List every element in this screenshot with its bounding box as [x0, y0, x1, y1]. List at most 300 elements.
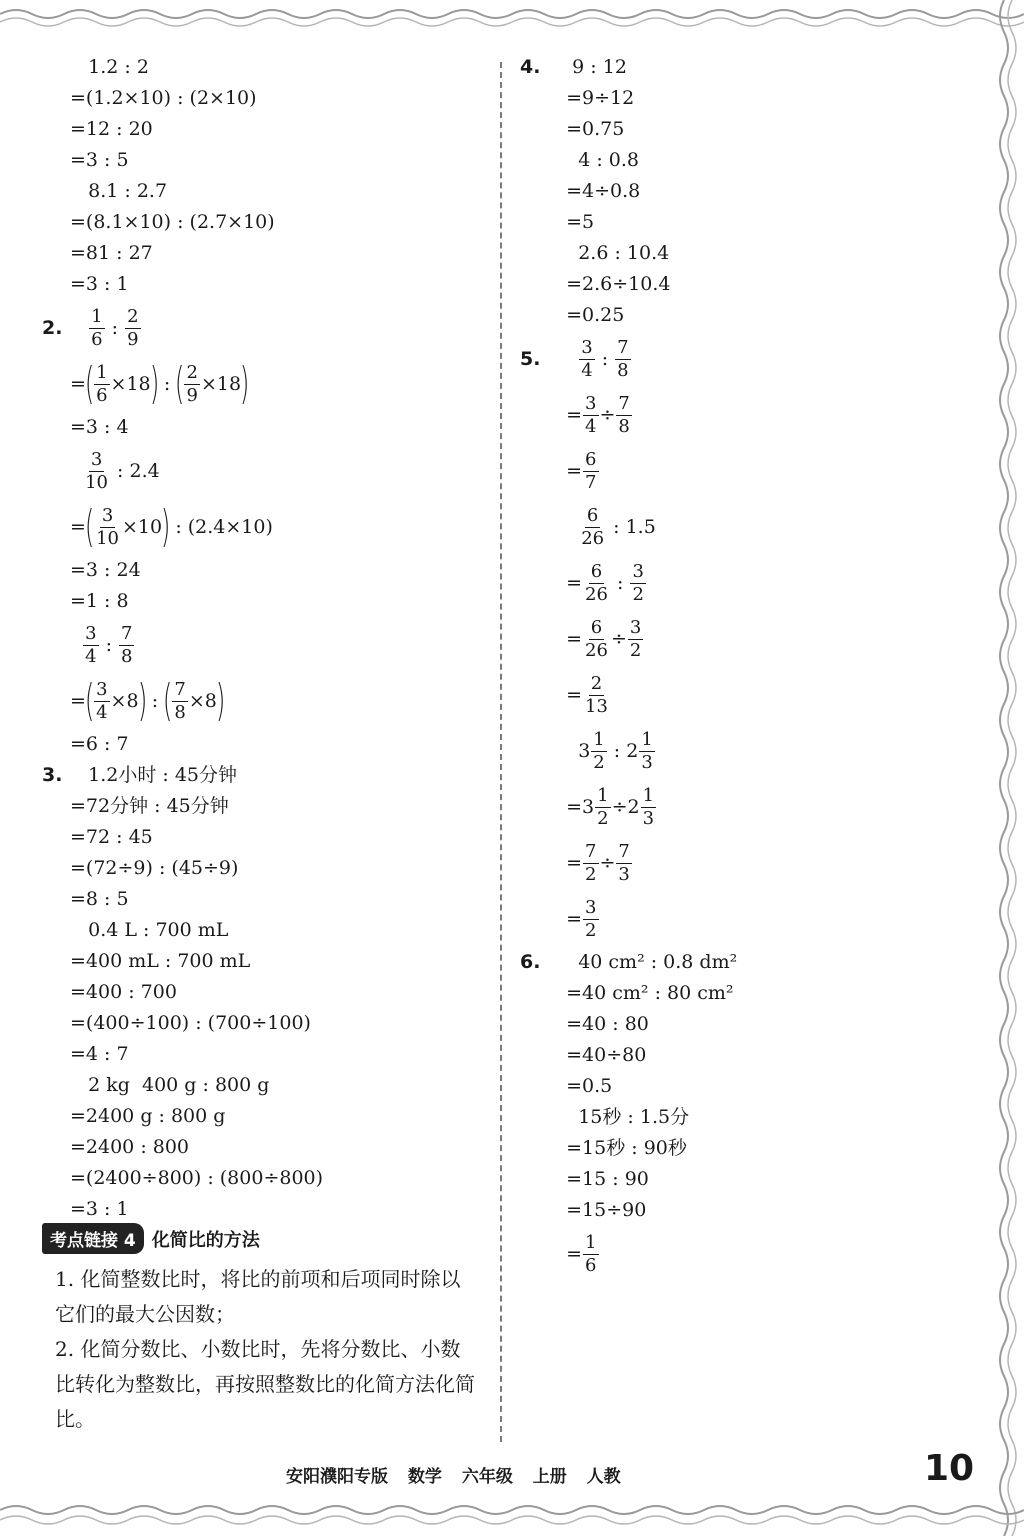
- math-expression: [520, 306, 624, 325]
- fraction: [579, 338, 594, 381]
- math-text: =(72÷9) : (45÷9): [70, 857, 239, 879]
- math-text: : 1.5: [607, 515, 656, 538]
- fraction-numerator: 1: [96, 361, 108, 383]
- fraction-numerator: 3: [85, 622, 97, 644]
- math-expression: [520, 89, 634, 108]
- math-text: =2400 : 800: [70, 1136, 190, 1158]
- math-expression: [520, 674, 611, 717]
- fraction-numerator: 6: [586, 504, 599, 526]
- fraction: [630, 562, 645, 605]
- math-text: :: [145, 689, 165, 712]
- math-expression: [520, 562, 647, 605]
- math-text: =400 mL : 700 mL: [70, 950, 251, 972]
- math-line: [520, 891, 960, 947]
- math-expression: [520, 842, 633, 885]
- fraction-numerator: 7: [174, 678, 186, 700]
- math-text: [548, 350, 578, 369]
- fraction-numerator: 2: [590, 672, 603, 694]
- fraction: [583, 898, 598, 941]
- fraction-numerator: 6: [590, 560, 603, 582]
- math-line: [42, 1163, 482, 1194]
- fraction-denominator: 6: [91, 328, 103, 350]
- fraction-denominator: 26: [581, 527, 605, 549]
- left-column: [42, 52, 482, 1225]
- math-expression: [520, 506, 656, 549]
- math-line: [42, 586, 482, 617]
- math-expression: [520, 1046, 646, 1065]
- fraction: [641, 786, 656, 829]
- math-expression: [42, 89, 257, 108]
- large-parenthesis: ): [149, 358, 159, 409]
- math-text: 2.6 : 10.4: [548, 242, 670, 264]
- math-line: [42, 1101, 482, 1132]
- math-expression: [42, 182, 167, 201]
- math-text: =: [548, 571, 583, 594]
- fraction: [83, 624, 98, 667]
- math-expression: [520, 730, 656, 773]
- fraction: [615, 338, 630, 381]
- math-text: =: [548, 907, 583, 930]
- problem-number: 3.: [42, 764, 63, 786]
- fraction-denominator: 8: [618, 415, 630, 437]
- math-text: =8 : 5: [70, 888, 129, 910]
- math-line: [520, 1164, 960, 1195]
- math-expression: [42, 151, 129, 170]
- fraction: [125, 307, 140, 350]
- math-text: 1.2 : 2: [70, 56, 149, 78]
- fraction-numerator: 1: [585, 1231, 597, 1253]
- math-expression: [42, 983, 177, 1002]
- math-expression: [42, 735, 129, 754]
- fraction-denominator: 2: [629, 639, 642, 661]
- math-expression: [520, 450, 600, 493]
- math-expression: [520, 213, 594, 232]
- fraction-numerator: 1: [642, 784, 655, 806]
- math-text: [548, 518, 578, 537]
- fraction-denominator: 26: [585, 639, 608, 661]
- math-text: 4 : 0.8: [548, 149, 639, 171]
- math-text: =3 : 5: [70, 149, 129, 171]
- fraction-denominator: 8: [174, 701, 186, 723]
- fraction-denominator: 8: [617, 359, 629, 381]
- math-expression: [42, 766, 237, 785]
- math-line: [42, 238, 482, 269]
- math-line: [520, 387, 960, 443]
- math-expression: [520, 1015, 649, 1034]
- math-expression: [42, 120, 153, 139]
- math-line: [42, 1194, 482, 1225]
- math-line: [520, 667, 960, 723]
- math-line: [42, 269, 482, 300]
- fraction-numerator: 3: [585, 392, 597, 414]
- math-text: =12 : 20: [70, 118, 153, 140]
- math-expression: [42, 275, 129, 294]
- fraction-denominator: 10: [85, 471, 108, 493]
- math-line: [42, 207, 482, 238]
- fraction-denominator: 3: [642, 807, 655, 829]
- math-text: =3 : 1: [70, 1198, 129, 1220]
- fraction-denominator: 3: [641, 751, 653, 773]
- fraction-denominator: 2: [632, 583, 644, 605]
- math-line: [42, 915, 482, 946]
- math-text: ×10: [122, 515, 163, 538]
- math-line: [42, 145, 482, 176]
- large-parenthesis: (: [84, 501, 95, 552]
- math-line: [520, 1133, 960, 1164]
- math-text: :: [105, 316, 125, 339]
- math-expression: [42, 561, 141, 580]
- fraction-denominator: 6: [96, 384, 108, 406]
- fraction-numerator: 6: [585, 448, 597, 470]
- math-line: [520, 238, 960, 269]
- problem-number: 4.: [520, 56, 541, 78]
- math-line: [520, 1226, 960, 1282]
- math-line: [520, 555, 960, 611]
- fraction-numerator: 7: [617, 336, 629, 358]
- math-expression: [520, 275, 670, 294]
- math-expression: [42, 624, 135, 667]
- math-text: =81 : 27: [70, 242, 153, 264]
- math-line: [520, 145, 960, 176]
- math-line: [42, 760, 482, 791]
- fraction: [595, 786, 610, 829]
- math-text: =: [548, 851, 583, 874]
- math-expression: [42, 418, 129, 437]
- math-expression: [42, 1200, 129, 1219]
- fraction-numerator: 7: [618, 840, 630, 862]
- large-parenthesis: ): [160, 501, 171, 552]
- math-text: [70, 462, 82, 481]
- math-line: [42, 853, 482, 884]
- math-line: [520, 114, 960, 145]
- math-line: [42, 499, 482, 555]
- wavy-border-top: [0, 0, 1024, 40]
- math-expression: [42, 1138, 189, 1157]
- math-line: [42, 729, 482, 760]
- fraction: [94, 363, 109, 406]
- math-text: 8.1 : 2.7: [70, 180, 168, 202]
- math-text: 2 kg 400 g : 800 g: [70, 1074, 270, 1096]
- math-expression: [42, 859, 238, 878]
- math-line: [42, 412, 482, 443]
- math-expression: [520, 120, 624, 139]
- math-line: [520, 1071, 960, 1102]
- fraction-numerator: 1: [597, 784, 609, 806]
- math-line: [42, 822, 482, 853]
- fraction-denominator: 9: [186, 384, 198, 406]
- math-text: =2.6÷10.4: [548, 273, 671, 295]
- math-expression: [42, 675, 226, 726]
- math-line: [42, 555, 482, 586]
- math-expression: [520, 1170, 649, 1189]
- math-line: [520, 269, 960, 300]
- fraction: [583, 674, 610, 717]
- math-expression: [42, 952, 250, 971]
- fraction-numerator: 2: [127, 305, 139, 327]
- fraction: [89, 307, 104, 350]
- fraction: [119, 624, 134, 667]
- fraction-denominator: 9: [127, 328, 139, 350]
- math-expression: [520, 1201, 646, 1220]
- math-line: [520, 1102, 960, 1133]
- math-line: [42, 356, 482, 412]
- math-text: =: [70, 372, 86, 395]
- fraction-denominator: 4: [96, 701, 108, 723]
- fraction-numerator: 1: [91, 305, 103, 327]
- fraction: [583, 450, 598, 493]
- math-expression: [520, 394, 633, 437]
- math-expression: [42, 592, 129, 611]
- math-line: [520, 1040, 960, 1071]
- fraction-numerator: 3: [101, 504, 114, 526]
- fraction-numerator: 3: [585, 896, 597, 918]
- wavy-border-right: [984, 0, 1024, 1536]
- math-line: [520, 1009, 960, 1040]
- fraction: [583, 394, 598, 437]
- math-expression: [520, 786, 657, 829]
- math-text: 0.4 L : 700 mL: [70, 919, 229, 941]
- footer-book-info: 安阳濮阳专版 数学 六年级 上册 人教: [286, 1467, 621, 1487]
- math-line: [42, 946, 482, 977]
- fraction-denominator: 3: [618, 863, 630, 885]
- math-text: =(1.2×10) : (2×10): [70, 87, 257, 109]
- fraction-numerator: 3: [632, 560, 644, 582]
- math-text: =: [548, 1242, 583, 1265]
- fraction-numerator: 7: [585, 840, 597, 862]
- math-expression: [520, 898, 600, 941]
- math-text: ÷: [599, 403, 616, 426]
- problem-number: 5.: [520, 347, 541, 370]
- math-text: :: [610, 571, 630, 594]
- math-line: [520, 300, 960, 331]
- math-expression: [520, 1108, 689, 1127]
- fraction-denominator: 6: [585, 1254, 597, 1276]
- math-text: =4 : 7: [70, 1043, 129, 1065]
- math-text: =40 cm² : 80 cm²: [548, 982, 734, 1004]
- math-text: =15 : 90: [548, 1168, 649, 1190]
- fraction-denominator: 10: [96, 527, 119, 549]
- math-text: :: [157, 372, 177, 395]
- math-text: : (2.4×10): [169, 515, 273, 538]
- math-text: =(8.1×10) : (2.7×10): [70, 211, 275, 233]
- fraction-numerator: 3: [629, 616, 642, 638]
- math-expression: [42, 501, 273, 552]
- kaodian-title: 化简比的方法: [151, 1229, 260, 1251]
- fraction: [184, 363, 199, 406]
- fraction-denominator: 4: [85, 645, 97, 667]
- kaodian-text: [55, 1262, 475, 1437]
- math-text: =4÷0.8: [548, 180, 641, 202]
- fraction-denominator: 2: [585, 863, 597, 885]
- fraction-denominator: 8: [121, 645, 133, 667]
- math-text: 3: [548, 739, 591, 762]
- kaodian-header: [42, 1223, 260, 1254]
- math-text: ×18: [110, 372, 151, 395]
- math-expression: [42, 890, 129, 909]
- math-text: =: [548, 627, 583, 650]
- fraction: [628, 618, 643, 661]
- math-text: =2400 g : 800 g: [70, 1105, 226, 1127]
- math-expression: [42, 1076, 269, 1095]
- math-text: 1.2小时 : 45分钟: [70, 764, 237, 786]
- fraction-denominator: 2: [593, 751, 605, 773]
- math-text: =5: [548, 211, 595, 233]
- math-text: =15秒 : 90秒: [548, 1137, 687, 1159]
- fraction: [172, 680, 187, 723]
- math-expression: [42, 1045, 129, 1064]
- fraction: [639, 730, 654, 773]
- math-line: [42, 300, 482, 356]
- math-text: [70, 319, 88, 338]
- math-line: [520, 779, 960, 835]
- page-number: 10: [924, 1448, 975, 1489]
- math-text: =0.25: [548, 304, 625, 326]
- kaodian-line-1: 1. 化简整数比时，将比的前项和后项同时除以它们的最大公因数；: [55, 1267, 461, 1326]
- math-line: [520, 176, 960, 207]
- math-text: [70, 636, 82, 655]
- math-line: [520, 499, 960, 555]
- fraction: [616, 842, 631, 885]
- math-expression: [42, 797, 229, 816]
- fraction-denominator: 2: [585, 919, 597, 941]
- math-text: 40 cm² : 0.8 dm²: [548, 951, 738, 973]
- math-line: [42, 884, 482, 915]
- math-line: [42, 52, 482, 83]
- math-line: [520, 611, 960, 667]
- math-text: :: [99, 633, 119, 656]
- math-text: =40 : 80: [548, 1013, 649, 1035]
- math-expression: [520, 984, 734, 1003]
- math-expression: [520, 182, 640, 201]
- math-text: =3: [548, 795, 595, 818]
- math-text: =3 : 1: [70, 273, 129, 295]
- column-divider: [500, 62, 502, 1442]
- math-expression: [520, 953, 737, 972]
- math-text: =(2400÷800) : (800÷800): [70, 1167, 324, 1189]
- fraction-numerator: 7: [121, 622, 133, 644]
- math-line: [42, 114, 482, 145]
- math-expression: [520, 618, 644, 661]
- wavy-border-bottom: [0, 1488, 1024, 1536]
- math-text: =0.75: [548, 118, 625, 140]
- math-text: 15秒 : 1.5分: [548, 1106, 690, 1128]
- fraction-denominator: 13: [585, 695, 608, 717]
- math-text: ×18: [200, 372, 242, 395]
- math-expression: [42, 213, 275, 232]
- math-line: [520, 723, 960, 779]
- math-expression: [42, 828, 153, 847]
- math-line: [520, 331, 960, 387]
- large-parenthesis: (: [175, 358, 185, 409]
- math-text: : 2.4: [111, 459, 160, 482]
- math-line: [42, 977, 482, 1008]
- math-text: =400 : 700: [70, 981, 177, 1003]
- math-expression: [42, 1107, 225, 1126]
- math-text: =(400÷100) : (700÷100): [70, 1012, 311, 1034]
- math-text: =: [70, 515, 86, 538]
- math-text: =1 : 8: [70, 590, 129, 612]
- math-text: ×8: [110, 689, 139, 712]
- math-text: =72 : 45: [70, 826, 153, 848]
- fraction-numerator: 7: [618, 392, 630, 414]
- math-text: =40÷80: [548, 1044, 647, 1066]
- fraction: [583, 842, 598, 885]
- math-line: [42, 176, 482, 207]
- fraction: [591, 730, 606, 773]
- fraction: [616, 394, 631, 437]
- math-text: =0.5: [548, 1075, 613, 1097]
- kaodian-line-2: 2. 化简分数比、小数比时，先将分数比、小数比转化为整数比，再按照整数比的化简方法化简比。: [55, 1337, 475, 1431]
- math-line: [42, 443, 482, 499]
- math-text: ×8: [188, 689, 217, 712]
- math-expression: [520, 1077, 612, 1096]
- fraction: [583, 562, 610, 605]
- math-line: [42, 83, 482, 114]
- large-parenthesis: ): [239, 358, 250, 409]
- math-text: =15÷90: [548, 1199, 647, 1221]
- fraction-denominator: 7: [585, 471, 597, 493]
- math-text: ÷: [610, 627, 627, 650]
- math-text: =: [548, 683, 583, 706]
- fraction-numerator: 6: [590, 616, 603, 638]
- math-text: :: [595, 347, 615, 370]
- fraction: [583, 618, 610, 661]
- math-expression: [42, 1014, 311, 1033]
- math-text: =9÷12: [548, 87, 635, 109]
- large-parenthesis: (: [84, 675, 95, 726]
- math-line: [520, 83, 960, 114]
- math-expression: [42, 1169, 323, 1188]
- fraction-numerator: 3: [90, 448, 103, 470]
- math-line: [520, 52, 960, 83]
- math-line: [520, 947, 960, 978]
- math-line: [42, 1039, 482, 1070]
- math-text: =: [548, 403, 583, 426]
- math-line: [42, 617, 482, 673]
- math-expression: [42, 358, 250, 409]
- math-expression: [42, 244, 153, 263]
- math-line: [42, 673, 482, 729]
- math-expression: [42, 58, 149, 77]
- fraction-numerator: 3: [581, 336, 593, 358]
- math-text: ÷: [599, 851, 616, 874]
- math-line: [42, 1008, 482, 1039]
- right-column: [520, 52, 960, 1282]
- large-parenthesis: (: [163, 675, 173, 726]
- fraction-denominator: 26: [585, 583, 608, 605]
- fraction: [583, 1233, 598, 1276]
- large-parenthesis: ): [215, 675, 226, 726]
- math-text: =72分钟 : 45分钟: [70, 795, 229, 817]
- math-text: =: [70, 689, 86, 712]
- math-expression: [520, 244, 669, 263]
- math-expression: [520, 1139, 687, 1158]
- problem-number: 2.: [42, 316, 63, 339]
- math-line: [520, 1195, 960, 1226]
- math-line: [520, 835, 960, 891]
- math-text: =3 : 24: [70, 559, 141, 581]
- fraction: [94, 680, 109, 723]
- fraction-numerator: 1: [593, 728, 605, 750]
- math-text: =3 : 4: [70, 416, 129, 438]
- math-text: =6 : 7: [70, 733, 129, 755]
- math-expression: [520, 1233, 600, 1276]
- math-text: 9 : 12: [548, 56, 627, 78]
- fraction-denominator: 4: [585, 415, 597, 437]
- math-line: [42, 791, 482, 822]
- fraction: [579, 506, 606, 549]
- fraction: [83, 450, 110, 493]
